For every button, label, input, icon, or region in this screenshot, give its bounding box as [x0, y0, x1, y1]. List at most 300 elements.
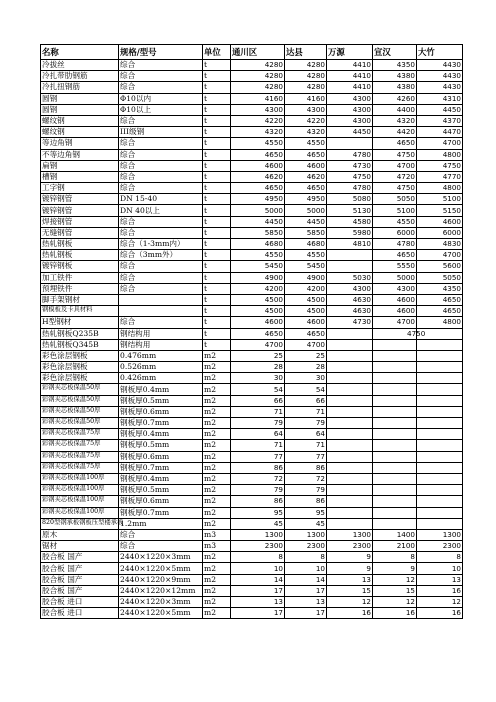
- table-row: [41, 563, 463, 574]
- cell-price-daxian: 5850: [285, 227, 327, 238]
- cell-spec: [119, 306, 203, 317]
- cell-price-daxian: 4600: [285, 160, 327, 171]
- table-row: [41, 529, 463, 540]
- cell-name: 胶合板 国产: [41, 563, 119, 574]
- cell-price-tongchuan: 4680: [231, 239, 285, 250]
- cell-spec: 钢板厚0.6mm: [119, 406, 203, 417]
- cell-price-xuanhan: [373, 462, 417, 473]
- table-row: [41, 541, 463, 552]
- cell-name: 圆钢: [41, 104, 119, 115]
- cell-unit: m3: [203, 541, 231, 552]
- cell-price-wanyuan: 4780: [327, 183, 373, 194]
- cell-price-xuanhan: 4420: [373, 127, 417, 138]
- cell-price-wanyuan: 4780: [327, 149, 373, 160]
- cell-name: 螺纹钢: [41, 115, 119, 126]
- table-row: [41, 350, 463, 361]
- cell-unit: t: [203, 104, 231, 115]
- cell-unit: t: [203, 60, 231, 71]
- cell-spec: 0.526mm: [119, 362, 203, 373]
- cell-price-xuanhan: [373, 339, 417, 350]
- cell-unit: t: [203, 115, 231, 126]
- cell-price-xuanhan: 4260: [373, 93, 417, 104]
- table-row: [41, 473, 463, 484]
- cell-price-daxian: 4900: [285, 272, 327, 283]
- cell-unit: t: [203, 149, 231, 160]
- cell-price-dazhu: [417, 373, 463, 384]
- cell-price-tongchuan: 4200: [231, 283, 285, 294]
- cell-price-tongchuan: 4220: [231, 115, 285, 126]
- cell-price-wanyuan: [327, 328, 373, 339]
- cell-unit: t: [203, 283, 231, 294]
- cell-price-daxian: 4500: [285, 306, 327, 317]
- cell-price-tongchuan: 4900: [231, 272, 285, 283]
- table-row: [41, 104, 463, 115]
- cell-price-xuanhan: 2100: [373, 541, 417, 552]
- cell-price-tongchuan: 4950: [231, 194, 285, 205]
- cell-price-wanyuan: [327, 451, 373, 462]
- cell-spec: 综合: [119, 138, 203, 149]
- cell-price-wanyuan: [327, 250, 373, 261]
- cell-unit: m2: [203, 362, 231, 373]
- cell-price-dazhu: 5150: [417, 205, 463, 216]
- cell-name: 锯材: [41, 541, 119, 552]
- cell-price-wanyuan: 9: [327, 552, 373, 563]
- cell-name: 扁钢: [41, 160, 119, 171]
- cell-price-tongchuan: 4650: [231, 328, 285, 339]
- cell-price-daxian: 25: [285, 350, 327, 361]
- cell-spec: 综合（3mm外）: [119, 250, 203, 261]
- cell-unit: t: [203, 328, 231, 339]
- header-dazhu: 大竹: [417, 45, 463, 60]
- cell-price-daxian: 4500: [285, 294, 327, 305]
- cell-price-dazhu: 4750: [417, 160, 463, 171]
- cell-price-tongchuan: 4600: [231, 160, 285, 171]
- cell-price-dazhu: 4310: [417, 93, 463, 104]
- cell-name: 镀锌钢管: [41, 194, 119, 205]
- cell-price-daxian: 28: [285, 362, 327, 373]
- cell-price-tongchuan: 1300: [231, 529, 285, 540]
- cell-spec: 0.476mm: [119, 350, 203, 361]
- table-row: [41, 552, 463, 563]
- cell-price-tongchuan: 4280: [231, 60, 285, 71]
- cell-price-tongchuan: 4160: [231, 93, 285, 104]
- cell-price-xuanhan: [373, 440, 417, 451]
- cell-price-dazhu: 4470: [417, 127, 463, 138]
- cell-price-dazhu: [417, 429, 463, 440]
- cell-spec: 0.426mm: [119, 373, 203, 384]
- cell-price-tongchuan: 4650: [231, 149, 285, 160]
- cell-price-xuanhan: 15: [373, 585, 417, 596]
- cell-price-xuanhan: 4700: [373, 160, 417, 171]
- cell-name: 彩钢夹芯板保温50厚: [41, 384, 119, 395]
- cell-price-daxian: 66: [285, 395, 327, 406]
- cell-unit: m2: [203, 418, 231, 429]
- cell-spec: 钢板厚0.5mm: [119, 485, 203, 496]
- cell-price-daxian: 4700: [285, 339, 327, 350]
- cell-price-daxian: 4450: [285, 216, 327, 227]
- cell-price-dazhu: 16: [417, 585, 463, 596]
- cell-price-tongchuan: 4550: [231, 250, 285, 261]
- cell-unit: m2: [203, 373, 231, 384]
- cell-price-wanyuan: [327, 261, 373, 272]
- cell-price-daxian: 4550: [285, 250, 327, 261]
- cell-name: 彩钢夹芯板保温75厚: [41, 440, 119, 451]
- cell-name: 冷扎扭钢筋: [41, 82, 119, 93]
- cell-unit: t: [203, 205, 231, 216]
- cell-price-wanyuan: 5030: [327, 272, 373, 283]
- cell-price-daxian: 4680: [285, 239, 327, 250]
- cell-price-wanyuan: [327, 429, 373, 440]
- cell-spec: 2440×1220×3mm: [119, 597, 203, 608]
- cell-spec: 钢结构用: [119, 328, 203, 339]
- cell-price-xuanhan: 4650: [373, 250, 417, 261]
- cell-price-daxian: 4320: [285, 127, 327, 138]
- cell-price-xuanhan: [373, 384, 417, 395]
- cell-price-xuanhan: 1400: [373, 529, 417, 540]
- cell-unit: t: [203, 171, 231, 182]
- cell-price-daxian: 13: [285, 597, 327, 608]
- cell-unit: t: [203, 239, 231, 250]
- cell-name: 彩色涂层钢板: [41, 362, 119, 373]
- cell-price-xuanhan: 12: [373, 597, 417, 608]
- cell-price-wanyuan: [327, 507, 373, 518]
- cell-price-wanyuan: 4300: [327, 93, 373, 104]
- cell-unit: m2: [203, 518, 231, 529]
- table-row: [41, 496, 463, 507]
- cell-price-tongchuan: 4550: [231, 138, 285, 149]
- cell-price-wanyuan: 4730: [327, 317, 373, 328]
- cell-spec: DN 40以上: [119, 205, 203, 216]
- cell-spec: 钢板厚0.5mm: [119, 440, 203, 451]
- table-row: [41, 608, 463, 619]
- cell-price-daxian: 4550: [285, 138, 327, 149]
- cell-price-daxian: 4280: [285, 71, 327, 82]
- cell-spec: 钢板厚0.6mm: [119, 496, 203, 507]
- cell-name: 彩钢夹芯板保温100厚: [41, 485, 119, 496]
- cell-spec: 综合: [119, 541, 203, 552]
- cell-name: 彩钢夹芯板保温50厚: [41, 395, 119, 406]
- cell-unit: m2: [203, 507, 231, 518]
- cell-price-xuanhan: [373, 485, 417, 496]
- cell-price-tongchuan: 71: [231, 406, 285, 417]
- cell-name: 彩钢夹芯板保温75厚: [41, 451, 119, 462]
- table-row: [41, 205, 463, 216]
- cell-price-dazhu: 4650: [417, 294, 463, 305]
- cell-price-daxian: 86: [285, 496, 327, 507]
- table-row: [41, 384, 463, 395]
- cell-price-wanyuan: [327, 496, 373, 507]
- cell-price-dazhu: 6000: [417, 227, 463, 238]
- table-row: [41, 328, 463, 339]
- cell-price-wanyuan: 5980: [327, 227, 373, 238]
- cell-name: 钢模板及卡具材料: [41, 306, 119, 317]
- cell-price-dazhu: 4650: [417, 306, 463, 317]
- cell-price-daxian: 4280: [285, 60, 327, 71]
- cell-price-daxian: 4620: [285, 171, 327, 182]
- cell-price-tongchuan: 5000: [231, 205, 285, 216]
- table-row: [41, 574, 463, 585]
- cell-name: 彩钢夹芯板保温100厚: [41, 507, 119, 518]
- cell-unit: m2: [203, 451, 231, 462]
- cell-spec: 综合: [119, 82, 203, 93]
- cell-price-xuanhan: [373, 429, 417, 440]
- cell-price-wanyuan: 4450: [327, 127, 373, 138]
- cell-price-daxian: 14: [285, 574, 327, 585]
- cell-unit: m3: [203, 529, 231, 540]
- header-daxian: 达县: [285, 45, 327, 60]
- cell-price-xuanhan: 4380: [373, 82, 417, 93]
- cell-price-dazhu: 4800: [417, 183, 463, 194]
- table-row: [41, 149, 463, 160]
- cell-price-wanyuan: [327, 395, 373, 406]
- cell-unit: t: [203, 183, 231, 194]
- header-xuanhan: 宣汉: [373, 45, 417, 60]
- cell-spec: 钢板厚0.7mm: [119, 418, 203, 429]
- cell-price-dazhu: 4350: [417, 283, 463, 294]
- cell-price-tongchuan: 79: [231, 485, 285, 496]
- cell-price-wanyuan: [327, 350, 373, 361]
- table-row: [41, 115, 463, 126]
- cell-price-xuanhan: [373, 395, 417, 406]
- cell-spec: 2440×1220×9mm: [119, 574, 203, 585]
- cell-name: 胶合板 进口: [41, 608, 119, 619]
- cell-price-wanyuan: [327, 362, 373, 373]
- cell-price-xuanhan: [373, 518, 417, 529]
- cell-unit: m2: [203, 395, 231, 406]
- cell-price-wanyuan: 9: [327, 563, 373, 574]
- cell-price-xuanhan: [373, 507, 417, 518]
- cell-price-xuanhan: 16: [373, 608, 417, 619]
- cell-name: 原木: [41, 529, 119, 540]
- cell-name: 胶合板 国产: [41, 552, 119, 563]
- cell-price-xuanhan: 8: [373, 552, 417, 563]
- cell-name: 彩钢夹芯板保温75厚: [41, 462, 119, 473]
- cell-price-xuanhan: [373, 350, 417, 361]
- cell-unit: t: [203, 93, 231, 104]
- cell-price-wanyuan: [327, 384, 373, 395]
- cell-price-wanyuan: 4300: [327, 115, 373, 126]
- cell-name: 槽钢: [41, 171, 119, 182]
- cell-price-daxian: 17: [285, 585, 327, 596]
- table-row: [41, 440, 463, 451]
- cell-unit: m2: [203, 496, 231, 507]
- cell-price-daxian: 4280: [285, 82, 327, 93]
- cell-price-tongchuan: 4500: [231, 294, 285, 305]
- table-row: [41, 507, 463, 518]
- cell-price-tongchuan: 86: [231, 462, 285, 473]
- cell-price-daxian: 4650: [285, 328, 327, 339]
- cell-price-xuanhan: [373, 418, 417, 429]
- cell-unit: t: [203, 272, 231, 283]
- cell-unit: t: [203, 339, 231, 350]
- cell-price-wanyuan: 4750: [327, 171, 373, 182]
- cell-price-dazhu: [417, 418, 463, 429]
- cell-spec: DN 15-40: [119, 194, 203, 205]
- cell-name: 820型钢承板钢板压型楼承板: [41, 518, 119, 529]
- cell-price-wanyuan: [327, 418, 373, 429]
- cell-unit: t: [203, 294, 231, 305]
- cell-unit: m2: [203, 597, 231, 608]
- cell-price-daxian: 4300: [285, 104, 327, 115]
- cell-price-dazhu: 10: [417, 563, 463, 574]
- cell-price-tongchuan: 13: [231, 597, 285, 608]
- cell-price-tongchuan: 30: [231, 373, 285, 384]
- cell-price-dazhu: 5100: [417, 194, 463, 205]
- cell-price-xuanhan: 4650: [373, 138, 417, 149]
- cell-price-xuanhan: 4300: [373, 283, 417, 294]
- cell-price-tongchuan: 4300: [231, 104, 285, 115]
- table-row: [41, 462, 463, 473]
- table-row: [41, 362, 463, 373]
- cell-price-daxian: 30: [285, 373, 327, 384]
- cell-price-daxian: 95: [285, 507, 327, 518]
- header-row: [41, 45, 463, 60]
- cell-spec: 钢板厚0.4mm: [119, 473, 203, 484]
- cell-price-dazhu: 4770: [417, 171, 463, 182]
- cell-price-xuanhan: 12: [373, 574, 417, 585]
- cell-unit: t: [203, 317, 231, 328]
- cell-price-wanyuan: 4630: [327, 306, 373, 317]
- cell-price-dazhu: [417, 462, 463, 473]
- cell-price-tongchuan: 86: [231, 496, 285, 507]
- cell-price-dazhu: [417, 440, 463, 451]
- table-row: [41, 183, 463, 194]
- cell-price-dazhu: 4830: [417, 239, 463, 250]
- cell-name: 彩钢夹芯板保温50厚: [41, 406, 119, 417]
- cell-price-xuanhan: 4380: [373, 71, 417, 82]
- cell-name: 加工铁件: [41, 272, 119, 283]
- header-spec: 规格/型号: [119, 45, 203, 60]
- cell-price-wanyuan: [327, 339, 373, 350]
- table-row: [41, 373, 463, 384]
- cell-price-dazhu: 4430: [417, 82, 463, 93]
- cell-price-wanyuan: 4630: [327, 294, 373, 305]
- cell-price-daxian: 4650: [285, 183, 327, 194]
- cell-name: 无缝钢管: [41, 227, 119, 238]
- cell-spec: 综合: [119, 216, 203, 227]
- cell-spec: 钢板厚0.4mm: [119, 384, 203, 395]
- cell-price-daxian: 4600: [285, 317, 327, 328]
- cell-name: 预埋铁件: [41, 283, 119, 294]
- cell-name: 脚手架钢材: [41, 294, 119, 305]
- table-row: [41, 71, 463, 82]
- cell-price-tongchuan: 4650: [231, 183, 285, 194]
- cell-price-tongchuan: 4600: [231, 317, 285, 328]
- cell-price-wanyuan: 4300: [327, 104, 373, 115]
- cell-price-tongchuan: 72: [231, 473, 285, 484]
- cell-price-wanyuan: 2300: [327, 541, 373, 552]
- cell-price-daxian: 2300: [285, 541, 327, 552]
- cell-price-xuanhan: 4750: [373, 328, 417, 339]
- cell-price-daxian: 5000: [285, 205, 327, 216]
- header-wanyuan: 万源: [327, 45, 373, 60]
- cell-spec: 钢板厚0.6mm: [119, 451, 203, 462]
- cell-unit: t: [203, 138, 231, 149]
- cell-price-daxian: 71: [285, 440, 327, 451]
- cell-name: 螺纹钢: [41, 127, 119, 138]
- cell-price-daxian: 45: [285, 518, 327, 529]
- cell-spec: 钢结构用: [119, 339, 203, 350]
- cell-price-dazhu: [417, 339, 463, 350]
- table-row: [41, 294, 463, 305]
- table-row: [41, 194, 463, 205]
- cell-price-tongchuan: 79: [231, 418, 285, 429]
- cell-price-xuanhan: [373, 373, 417, 384]
- cell-price-daxian: 79: [285, 418, 327, 429]
- cell-spec: 综合: [119, 272, 203, 283]
- header-name: 名称: [41, 45, 119, 60]
- cell-price-wanyuan: 5130: [327, 205, 373, 216]
- cell-name: 彩钢夹芯板保温100厚: [41, 496, 119, 507]
- cell-spec: Φ10以内: [119, 93, 203, 104]
- cell-price-dazhu: [417, 485, 463, 496]
- cell-name: 圆钢: [41, 93, 119, 104]
- cell-price-xuanhan: 5100: [373, 205, 417, 216]
- cell-unit: m2: [203, 563, 231, 574]
- cell-price-daxian: 72: [285, 473, 327, 484]
- cell-name: 热轧钢板: [41, 250, 119, 261]
- table-row: [41, 160, 463, 171]
- cell-unit: m2: [203, 406, 231, 417]
- table-row: [41, 250, 463, 261]
- cell-unit: t: [203, 306, 231, 317]
- cell-price-daxian: 4200: [285, 283, 327, 294]
- cell-price-wanyuan: [327, 138, 373, 149]
- table-row: [41, 283, 463, 294]
- cell-unit: m2: [203, 585, 231, 596]
- cell-price-tongchuan: 17: [231, 585, 285, 596]
- cell-unit: t: [203, 261, 231, 272]
- cell-name: 胶合板 国产: [41, 574, 119, 585]
- cell-spec: 综合: [119, 160, 203, 171]
- cell-name: 热轧钢板Q235B: [41, 328, 119, 339]
- cell-spec: 综合: [119, 71, 203, 82]
- cell-price-tongchuan: 4280: [231, 71, 285, 82]
- cell-price-tongchuan: 54: [231, 384, 285, 395]
- cell-price-xuanhan: 4780: [373, 239, 417, 250]
- cell-price-tongchuan: 8: [231, 552, 285, 563]
- cell-spec: III级钢: [119, 127, 203, 138]
- cell-unit: t: [203, 127, 231, 138]
- cell-price-dazhu: 4600: [417, 216, 463, 227]
- cell-price-wanyuan: 13: [327, 574, 373, 585]
- cell-spec: 综合: [119, 60, 203, 71]
- cell-unit: t: [203, 227, 231, 238]
- cell-price-xuanhan: 4750: [373, 183, 417, 194]
- cell-price-wanyuan: [327, 473, 373, 484]
- cell-spec: 综合: [119, 529, 203, 540]
- cell-price-wanyuan: 15: [327, 585, 373, 596]
- cell-name: 彩色涂层钢板: [41, 350, 119, 361]
- table-row: [41, 451, 463, 462]
- cell-price-tongchuan: 28: [231, 362, 285, 373]
- price-table: [40, 44, 463, 619]
- cell-price-xuanhan: 4350: [373, 60, 417, 71]
- table-row: [41, 216, 463, 227]
- cell-spec: 2440×1220×3mm: [119, 552, 203, 563]
- cell-price-dazhu: 16: [417, 608, 463, 619]
- cell-unit: m2: [203, 440, 231, 451]
- cell-unit: t: [203, 250, 231, 261]
- cell-price-daxian: 79: [285, 485, 327, 496]
- cell-unit: m2: [203, 462, 231, 473]
- cell-name: 工字钢: [41, 183, 119, 194]
- cell-price-tongchuan: 4500: [231, 306, 285, 317]
- table-row: [41, 485, 463, 496]
- cell-price-xuanhan: 5050: [373, 194, 417, 205]
- cell-price-dazhu: 4800: [417, 149, 463, 160]
- table-row: [41, 60, 463, 71]
